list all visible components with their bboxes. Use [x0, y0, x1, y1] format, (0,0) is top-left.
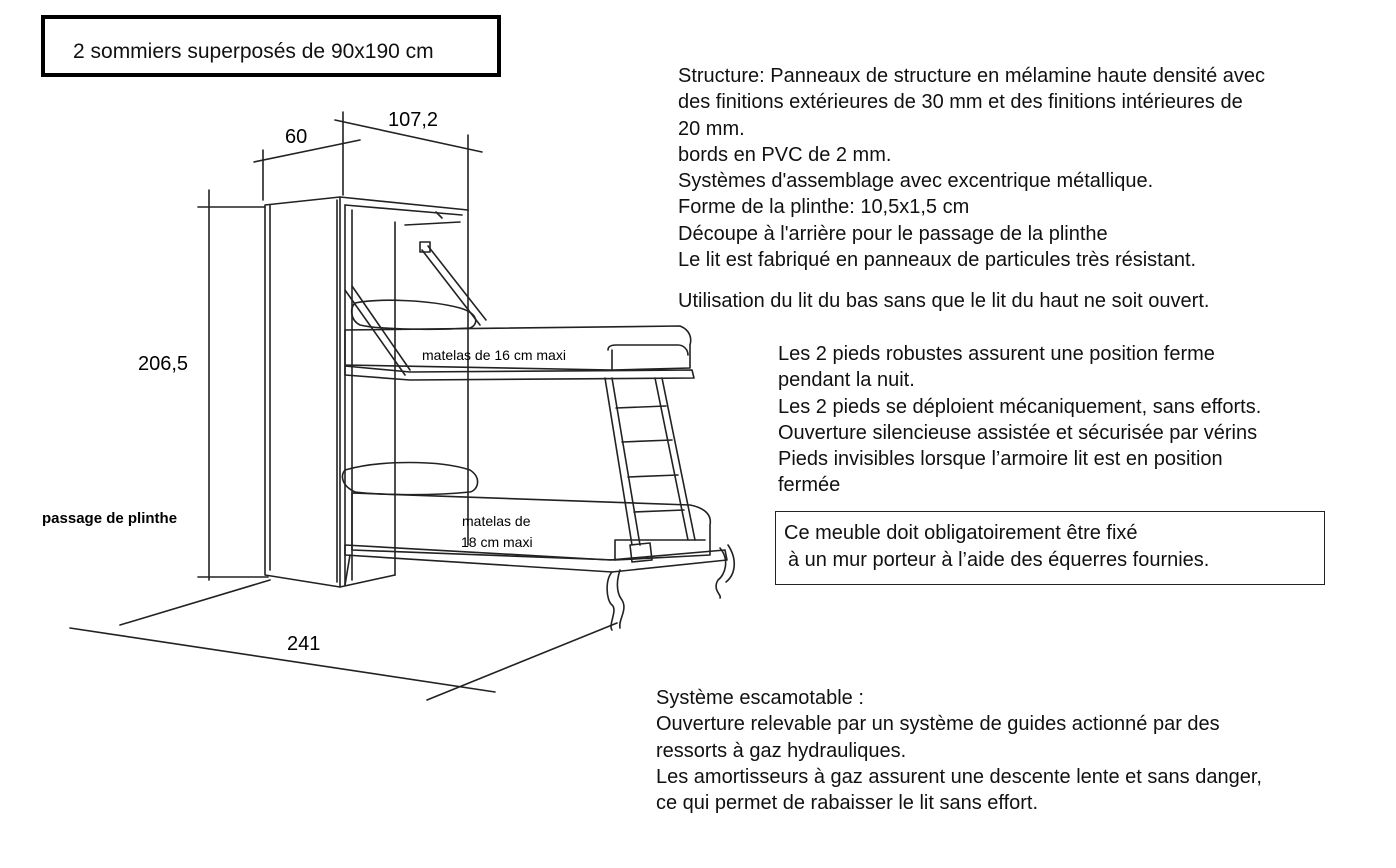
mechanism-block: [656, 685, 1262, 816]
structure-line: Systèmes d'assemblage avec excentrique métallique.: [678, 170, 1154, 193]
feet-line: fermée: [778, 474, 841, 497]
structure-line: des finitions extérieures de 30 mm et des finitions intérieures de: [678, 91, 1243, 114]
feet-line: Les 2 pieds robustes assurent une position ferme: [778, 343, 1215, 365]
structure-line: bords en PVC de 2 mm.: [678, 143, 892, 166]
bunk-bed-drawing: [0, 0, 760, 720]
dim-line-length: [70, 628, 495, 692]
structure-line: Structure: Panneaux de structure en mélamine haute densité avec: [678, 65, 1266, 87]
lower-mattress-label-1: matelas de: [462, 513, 531, 529]
notice-line-1: Ce meuble doit obligatoirement être fixé: [784, 522, 1138, 544]
structure-line: 20 mm.: [678, 117, 745, 140]
feet-line: pendant la nuit.: [778, 369, 915, 392]
structure-block: [678, 63, 1265, 273]
dim-length-label: 241: [287, 633, 321, 655]
structure-line: Découpe à l'arrière pour le passage de la plinthe: [678, 222, 1108, 245]
structure-line: Forme de la plinthe: 10,5x1,5 cm: [678, 196, 970, 219]
mechanism-line: ressorts à gaz hydrauliques.: [656, 739, 907, 762]
plinth-passage-label: passage de plinthe: [42, 510, 178, 527]
dim-width-label: 107,2: [388, 109, 439, 131]
upper-mattress-label: matelas de 16 cm maxi: [422, 347, 566, 363]
notice-line-2: à un mur porteur à l’aide des équerres fournies.: [788, 549, 1210, 571]
dim-height-label: 206,5: [138, 353, 189, 375]
title-text: 2 sommiers superposés de 90x190 cm: [73, 40, 434, 63]
feet-line: Les 2 pieds se déploient mécaniquement, sans efforts.: [778, 395, 1262, 418]
lower-mattress-label-2: 18 cm maxi: [461, 534, 533, 550]
mechanism-line: ce qui permet de rabaisser le lit sans effort.: [656, 792, 1039, 815]
structure-line: Le lit est fabriqué en panneaux de particules très résistant.: [678, 249, 1197, 272]
feet-block: [778, 341, 1261, 499]
dim-depth-label: 60: [285, 126, 308, 148]
feet-line: Ouverture silencieuse assistée et sécurisée par vérins: [778, 421, 1258, 444]
mechanism-line: Système escamotable :: [656, 687, 864, 709]
usage-text: Utilisation du lit du bas sans que le lit du haut ne soit ouvert.: [678, 290, 1210, 312]
feet-line: Pieds invisibles lorsque l’armoire lit est en position: [778, 448, 1223, 471]
mechanism-line: Ouverture relevable par un système de guides actionné par des: [656, 713, 1220, 736]
wall-fixing-notice: [775, 511, 1325, 585]
mechanism-line: Les amortisseurs à gaz assurent une descente lente et sans danger,: [656, 765, 1262, 788]
